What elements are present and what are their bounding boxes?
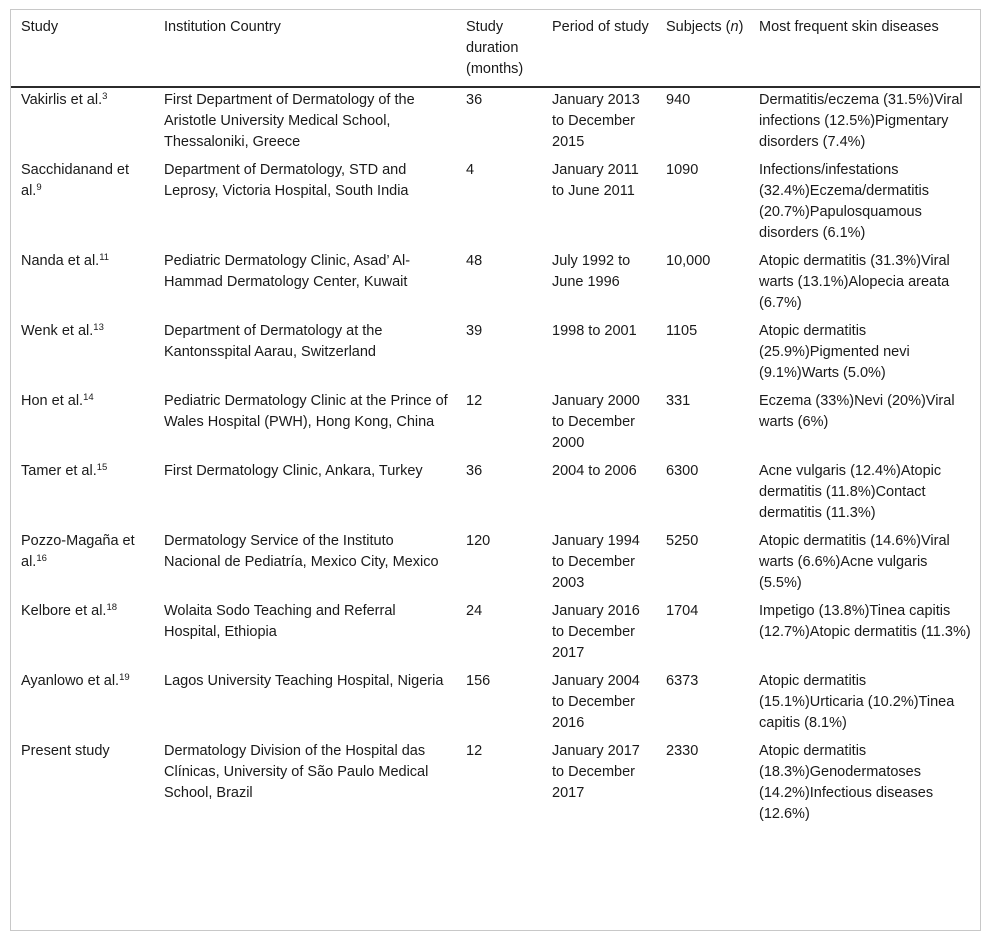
cell-study: Nanda et al.$^{11}$	[21, 252, 110, 269]
reference-superscript: 19	[119, 672, 130, 683]
cell-duration: 36	[466, 92, 483, 108]
cell-diseases: Dermatitis/eczema (31.5%)Viral infections (12.5%)Pigmentary disorders (7.4%)	[759, 92, 963, 150]
cell-period: January 2000 to December 2000	[552, 393, 640, 451]
cell-subjects: 1105	[666, 323, 698, 339]
cell-institution: Pediatric Dermatology Clinic, Asad’ Al-Hammad Dermatology Center, Kuwait	[164, 253, 411, 290]
cell-study: Kelbore et al.$^{18}$	[21, 602, 118, 619]
cell-period: July 1992 to June 1996	[552, 253, 631, 290]
cell-subjects: 6373	[666, 673, 699, 689]
table-row	[11, 316, 980, 386]
cell-period: January 1994 to December 2003	[552, 533, 640, 591]
cell-subjects: 10,000	[666, 253, 711, 269]
table-header	[11, 10, 980, 87]
cell-subjects: 331	[666, 393, 691, 409]
cell-study: Wenk et al.$^{13}$	[21, 322, 104, 339]
cell-diseases: Atopic dermatitis (31.3%)Viral warts (13.1%)Alopecia areata (6.7%)	[759, 253, 950, 311]
cell-duration: 12	[466, 743, 483, 759]
table-row	[11, 666, 980, 736]
table-row	[11, 456, 980, 526]
header-study: Study	[11, 10, 154, 87]
cell-diseases: Eczema (33%)Nevi (20%)Viral warts (6%)	[759, 393, 955, 430]
cell-diseases: Impetigo (13.8%)Tinea capitis (12.7%)Atopic dermatitis (11.3%)	[759, 603, 971, 640]
reference-superscript: 11	[99, 252, 110, 263]
cell-institution: Department of Dermatology, STD and Leprosy, Victoria Hospital, South India	[164, 162, 409, 199]
cell-institution: Department of Dermatology at the Kantonsspital Aarau, Switzerland	[164, 323, 383, 360]
cell-period: January 2011 to June 2011	[552, 162, 639, 199]
reference-superscript: 9	[36, 182, 42, 193]
cell-duration: 48	[466, 253, 483, 269]
cell-duration: 24	[466, 603, 483, 619]
cell-institution: Pediatric Dermatology Clinic at the Prince of Wales Hospital (PWH), Hong Kong, China	[164, 393, 448, 430]
cell-subjects: 1090	[666, 162, 699, 178]
cell-study: Ayanlowo et al.$^{19}$	[21, 672, 130, 689]
reference-superscript: 3	[102, 91, 108, 102]
header-subjects-suffix: )	[738, 19, 744, 35]
reference-superscript: 18	[106, 602, 118, 613]
cell-study: Pozzo-Magaña et al.$^{16}$	[21, 533, 135, 570]
cell-institution: Dermatology Service of the Instituto Nacional de Pediatría, Mexico City, Mexico	[164, 533, 439, 570]
header-subjects	[656, 10, 749, 87]
cell-institution: First Dermatology Clinic, Ankara, Turkey	[164, 463, 423, 479]
cell-subjects: 6300	[666, 463, 699, 479]
cell-diseases: Atopic dermatitis (18.3%)Genodermatoses (14.2%)Infectious diseases (12.6%)	[759, 743, 934, 822]
cell-subjects: 940	[666, 92, 691, 108]
header-subjects-prefix: Subjects (	[666, 19, 731, 35]
cell-diseases: Atopic dermatitis (14.6%)Viral warts (6.6%)Acne vulgaris (5.5%)	[759, 533, 950, 591]
header-duration: Study duration (months)	[456, 10, 542, 87]
studies-table	[11, 10, 980, 828]
cell-diseases: Atopic dermatitis (25.9%)Pigmented nevi (9.1%)Warts (5.0%)	[759, 323, 910, 381]
cell-diseases: Acne vulgaris (12.4%)Atopic dermatitis (11.8%)Contact dermatitis (11.3%)	[759, 463, 942, 521]
reference-superscript: 16	[36, 553, 47, 564]
cell-institution: Lagos University Teaching Hospital, Nigeria	[164, 673, 444, 689]
cell-institution: First Department of Dermatology of the Aristotle University Medical School, Thessaloniki, Greece	[164, 92, 415, 150]
reference-superscript: 14	[83, 392, 94, 403]
table-row	[11, 386, 980, 456]
cell-study: Vakirlis et al.$^3$	[21, 91, 108, 108]
reference-superscript: 13	[93, 322, 104, 333]
cell-diseases: Atopic dermatitis (15.1%)Urticaria (10.2%)Tinea capitis (8.1%)	[759, 673, 955, 731]
table-row	[11, 526, 980, 596]
cell-study: Sacchidanand et al.$^9$	[21, 162, 130, 199]
cell-study: Present study	[21, 743, 110, 759]
header-institution: Institution Country	[154, 10, 456, 87]
table-row	[11, 87, 980, 155]
table-row	[11, 246, 980, 316]
cell-subjects: 1704	[666, 603, 699, 619]
cell-diseases: Infections/infestations (32.4%)Eczema/dermatitis (20.7%)Papulosquamous disorders (6.1%)	[759, 162, 930, 241]
cell-duration: 39	[466, 323, 483, 339]
table-row	[11, 736, 980, 828]
header-row	[11, 10, 980, 87]
cell-duration: 156	[466, 673, 491, 689]
cell-duration: 120	[466, 533, 491, 549]
cell-institution: Wolaita Sodo Teaching and Referral Hospital, Ethiopia	[164, 603, 396, 640]
cell-duration: 12	[466, 393, 483, 409]
table-row	[11, 596, 980, 666]
cell-period: January 2004 to December 2016	[552, 673, 640, 731]
cell-institution: Dermatology Division of the Hospital das Clínicas, University of São Paulo Medical School, Brazil	[164, 743, 429, 801]
cell-period: 2004 to 2006	[552, 463, 637, 479]
cell-period: January 2013 to December 2015	[552, 92, 640, 150]
cell-period: January 2017 to December 2017	[552, 743, 640, 801]
header-period: Period of study	[542, 10, 656, 87]
table-body	[11, 87, 980, 828]
cell-study: Hon et al.$^{14}$	[21, 392, 94, 409]
cell-duration: 36	[466, 463, 483, 479]
cell-study: Tamer et al.$^{15}$	[21, 462, 108, 479]
reference-superscript: 15	[96, 462, 108, 473]
header-diseases: Most frequent skin diseases	[749, 10, 980, 87]
cell-subjects: 2330	[666, 743, 699, 759]
cell-duration: 4	[466, 162, 475, 178]
cell-period: 1998 to 2001	[552, 323, 637, 339]
header-subjects-n: n	[730, 19, 739, 35]
table-row	[11, 155, 980, 246]
cell-period: January 2016 to December 2017	[552, 603, 640, 661]
cell-subjects: 5250	[666, 533, 699, 549]
